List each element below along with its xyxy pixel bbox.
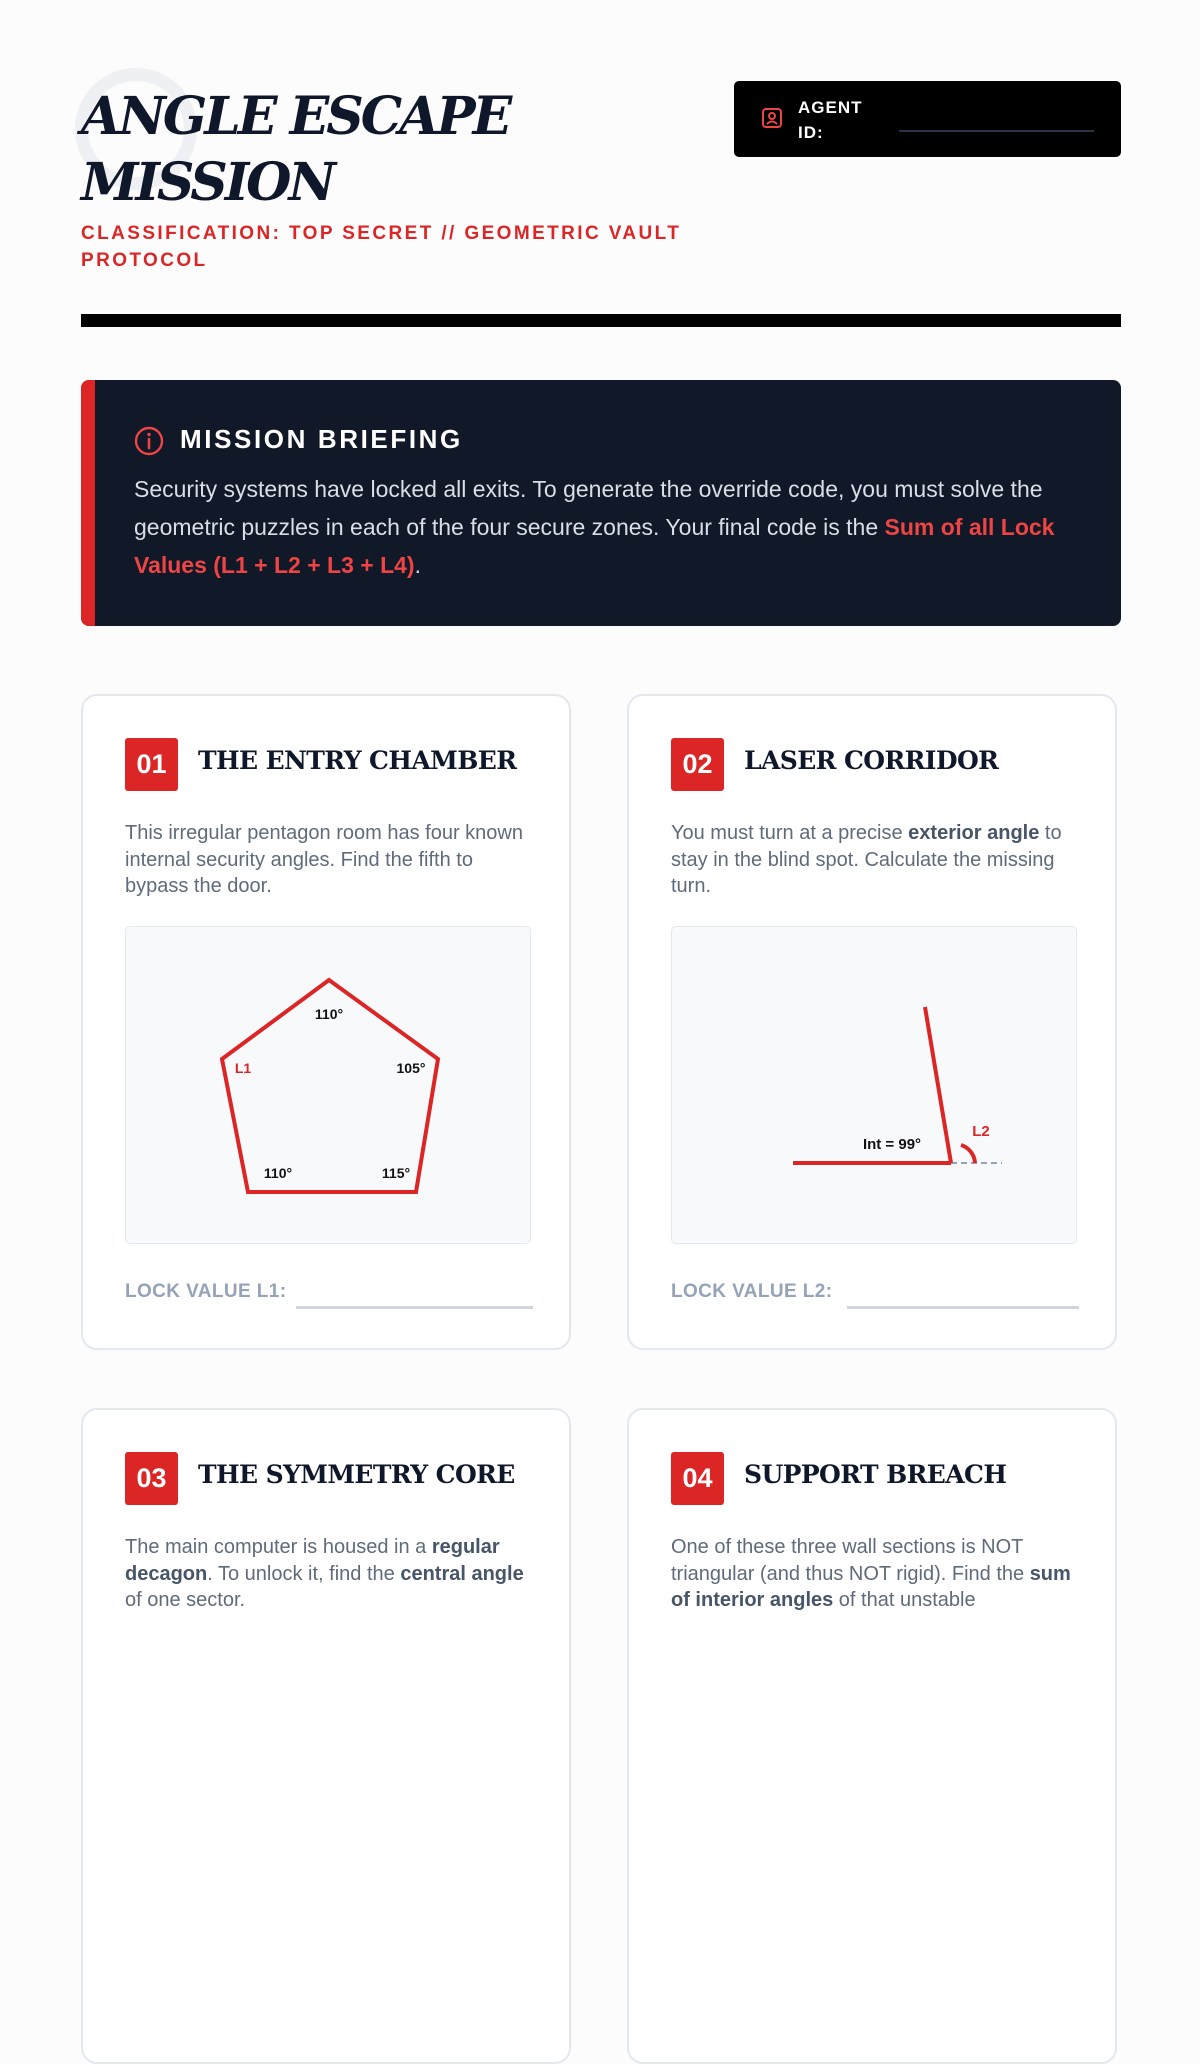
briefing-text-end: .: [414, 552, 421, 578]
lock-value-input-l2[interactable]: [847, 1306, 1079, 1309]
zone-card-symmetry-core: [81, 1408, 571, 2064]
id-badge-icon: [761, 107, 783, 134]
interior-angle-label: Int = 99°: [862, 1136, 922, 1153]
lock-value-label: LOCK VALUE L2:: [671, 1281, 833, 1302]
angle-label-right: 105°: [396, 1060, 426, 1076]
desc-bold: sum of interior angles: [671, 1562, 1071, 1611]
lock-value-input-l1[interactable]: [296, 1306, 533, 1309]
desc-bold: exterior angle: [908, 822, 1040, 844]
exterior-angle-arc: [961, 1145, 975, 1163]
agent-id-input[interactable]: [899, 130, 1094, 132]
pentagon-diagram: [125, 926, 531, 1244]
desc-text: You must turn at a precise: [671, 822, 909, 844]
mission-briefing: [81, 380, 1121, 626]
zone-description: [671, 820, 1071, 900]
zone-description: [671, 1534, 1071, 1614]
desc-bold: central angle: [400, 1562, 524, 1585]
zone-title: THE SYMMETRY CORE: [198, 1460, 515, 1489]
agent-id-box[interactable]: [734, 81, 1121, 157]
briefing-highlight: Sum of all Lock Values (L1 + L2 + L3 + L4): [134, 514, 1055, 578]
zone-card-entry-chamber: [81, 694, 571, 1350]
zone-card-support-breach: [627, 1408, 1117, 2064]
mission-page: [81, 0, 1121, 1611]
angle-label-bottom-right: 115°: [381, 1165, 411, 1181]
zone-title: SUPPORT BREACH: [744, 1460, 1007, 1489]
zone-description: This irregular pentagon room has four known internal security angles. Find the fifth to bypass the door.: [125, 822, 523, 897]
desc-text: of that unstable: [833, 1589, 976, 1611]
desc-text: One of these three wall sections is NOT triangular (and thus NOT rigid). Find the: [671, 1536, 1030, 1585]
briefing-text: [134, 470, 1084, 584]
zone-card-laser-corridor: [627, 694, 1117, 1350]
turn-line: [925, 1007, 951, 1163]
desc-bold: regular decagon: [125, 1536, 500, 1585]
zone-number: 02: [671, 738, 724, 791]
zone-number: 01: [125, 738, 178, 791]
briefing-accent-bar: [81, 380, 95, 626]
lock-value-label: LOCK VALUE L1:: [125, 1281, 287, 1302]
page-title: ANGLE ESCAPE MISSION: [81, 86, 510, 213]
zone-title: THE ENTRY CHAMBER: [198, 746, 517, 775]
classification-label: CLASSIFICATION: TOP SECRET // GEOMETRIC VAULT PROTOCOL: [81, 223, 682, 271]
page-header: [81, 0, 1121, 340]
zone-title: LASER CORRIDOR: [744, 746, 999, 775]
info-icon: [134, 426, 164, 461]
zone-description: [125, 1534, 525, 1614]
briefing-text-start: Security systems have locked all exits. To generate the override code, you must solve the geometric puzzles in each of the four secure zones. Your final code is the: [134, 476, 1043, 540]
desc-text: . To unlock it, find the: [207, 1562, 401, 1585]
unknown-angle-label: L1: [234, 1060, 252, 1076]
desc-text: to stay in the blind spot. Calculate the missing turn.: [671, 822, 1062, 897]
unknown-angle-label: L2: [972, 1123, 990, 1140]
header-divider: [81, 314, 1121, 327]
desc-text: The main computer is housed in a: [125, 1536, 432, 1558]
angle-label-bottom-left: 110°: [263, 1165, 293, 1181]
briefing-heading: MISSION BRIEFING: [180, 424, 463, 454]
agent-id-label: AGENT ID:: [798, 98, 863, 142]
zone-number: 03: [125, 1452, 178, 1505]
angle-label-top: 110°: [314, 1006, 344, 1022]
zone-number: 04: [671, 1452, 724, 1505]
exterior-angle-diagram: [671, 926, 1077, 1244]
desc-text: of one sector.: [125, 1589, 246, 1611]
